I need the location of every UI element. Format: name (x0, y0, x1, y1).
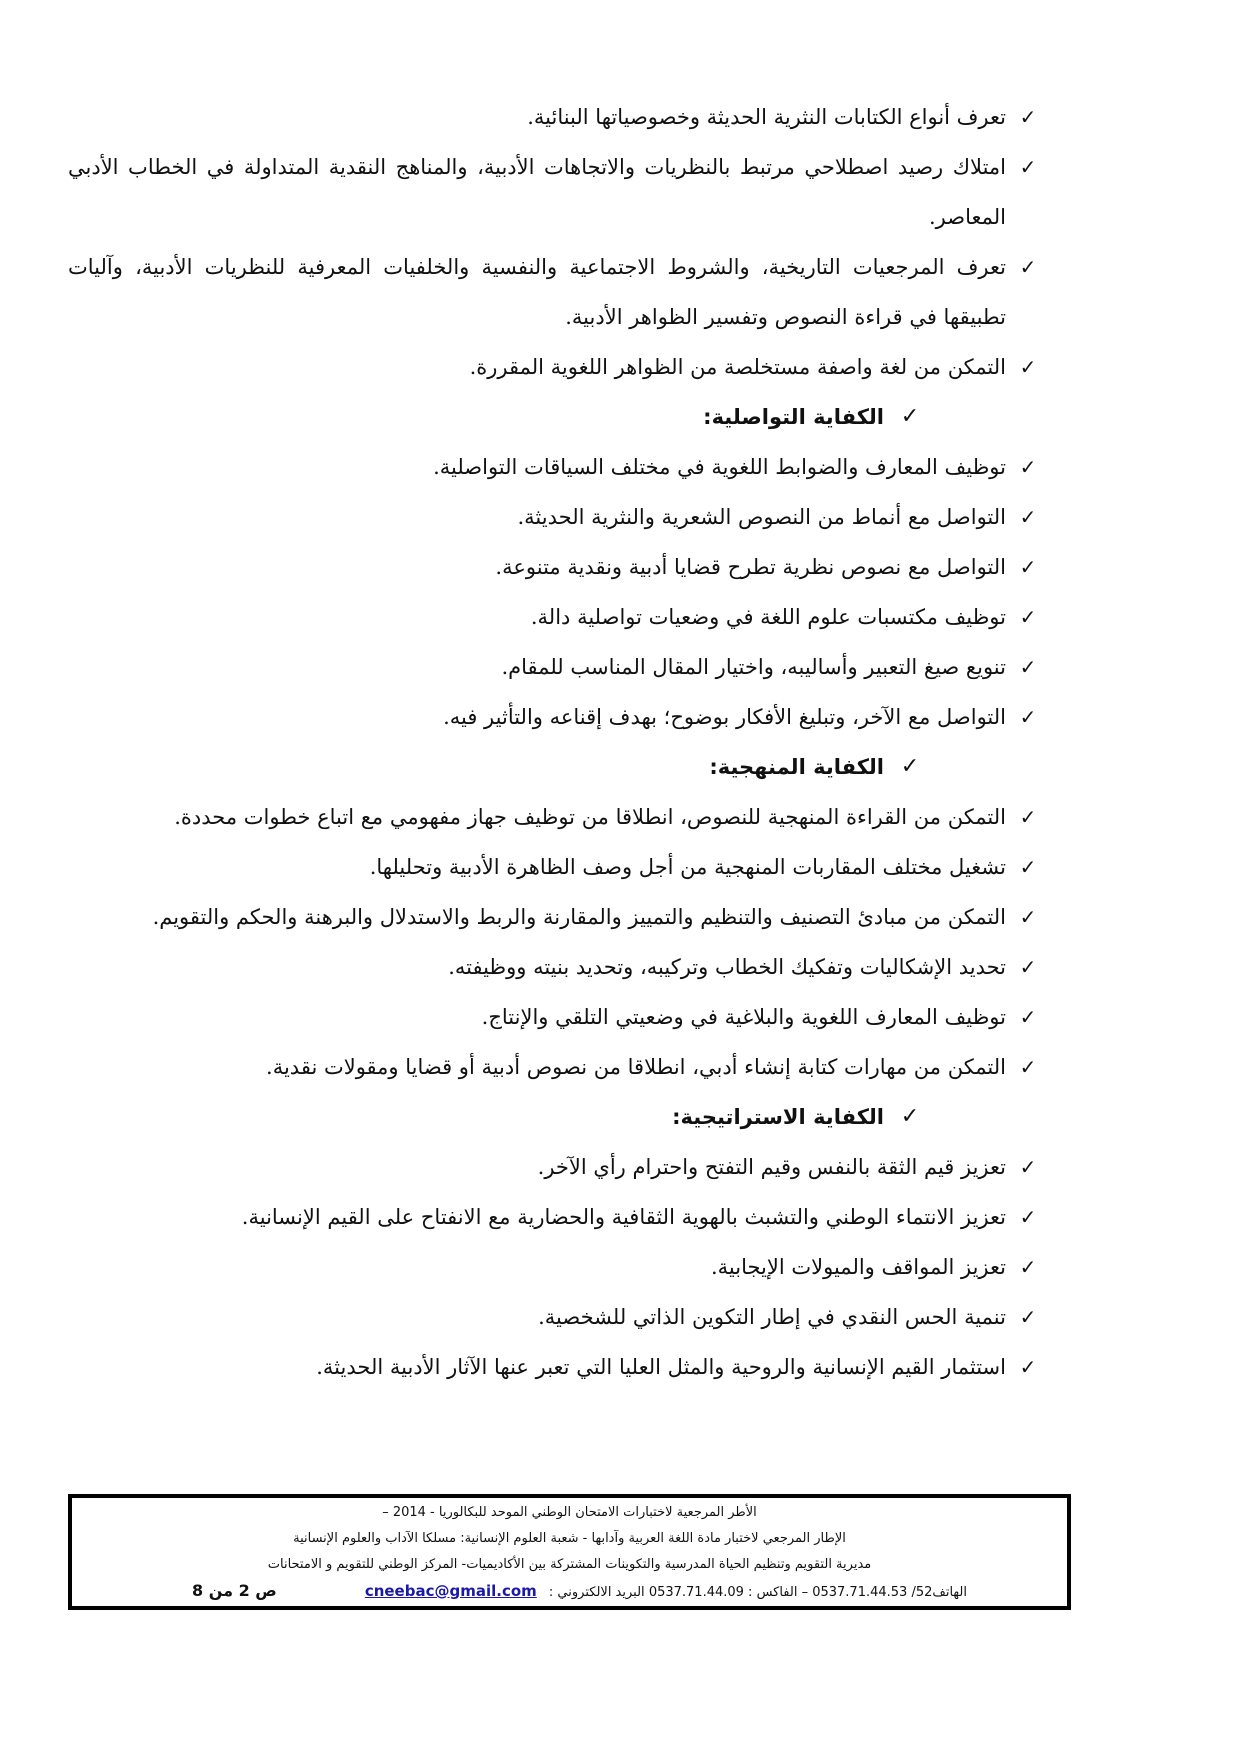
checkmark-icon: ✓ (900, 754, 920, 779)
list-item (68, 642, 1050, 692)
list-item-text: التمكن من القراءة المنهجية للنصوص، انطلاقا من توظيف جهاز مفهومي مع اتباع خطوات محددة. (174, 805, 1006, 829)
checkmark-icon: ✓ (900, 404, 920, 429)
footer-contact (72, 1578, 1067, 1606)
list-item (68, 992, 1050, 1042)
checkmark-icon: ✓ (1019, 805, 1037, 829)
section-heading (68, 1092, 1050, 1142)
list-item-text: التمكن من مبادئ التصنيف والتنظيم والتمييز والمقارنة والربط والاستدلال والبرهنة والحكم والتقويم. (152, 905, 1006, 929)
checkmark-icon: ✓ (1019, 155, 1037, 179)
section-heading-text: الكفاية الاستراتيجية: (672, 1105, 884, 1129)
list-item-text: التواصل مع نصوص نظرية تطرح قضايا أدبية ونقدية متنوعة. (495, 555, 1006, 579)
list-item (68, 242, 1050, 342)
checkmark-icon: ✓ (1019, 1155, 1037, 1179)
list-item (68, 792, 1050, 842)
list-item-text: تنويع صيغ التعبير وأساليبه، واختيار المقال المناسب للمقام. (501, 655, 1006, 679)
footer-title: الأطر المرجعية لاختبارات الامتحان الوطني الموحد للبكالوريا - 2014 – (382, 1505, 757, 1520)
list-item (68, 1292, 1050, 1342)
footer-subject: الإطار المرجعي لاختبار مادة اللغة العربية وآدابها - شعبة العلوم الإنسانية: مسلكا الآداب والعلوم الإنسانية (293, 1531, 846, 1546)
checkmark-icon: ✓ (1019, 705, 1037, 729)
list-item (68, 1142, 1050, 1192)
list-item-text: استثمار القيم الإنسانية والروحية والمثل العليا التي تعبر عنها الآثار الأدبية الحديثة. (316, 1355, 1006, 1379)
list-item-text: تعزيز قيم الثقة بالنفس وقيم التفتح واحترام رأي الآخر. (537, 1155, 1006, 1179)
checkmark-icon: ✓ (1019, 255, 1037, 279)
list-item (68, 442, 1050, 492)
list-item (68, 1192, 1050, 1242)
list-item-text: تعرف أنواع الكتابات النثرية الحديثة وخصوصياتها البنائية. (527, 105, 1006, 129)
list-item-text: توظيف المعارف والضوابط اللغوية في مختلف السياقات التواصلية. (433, 455, 1006, 479)
list-item-text: تعزيز الانتماء الوطني والتشبث بالهوية الثقافية والحضارية مع الانفتاح على القيم الإنسانية. (241, 1205, 1006, 1229)
list-item (68, 1342, 1050, 1392)
section-heading-text: الكفاية التواصلية: (703, 405, 884, 429)
checkmark-icon: ✓ (1019, 1005, 1037, 1029)
competencies-list (68, 92, 1050, 1392)
checkmark-icon: ✓ (1019, 455, 1037, 479)
list-item-text: تشغيل مختلف المقاربات المنهجية من أجل وصف الظاهرة الأدبية وتحليلها. (369, 855, 1006, 879)
checkmark-icon: ✓ (1019, 505, 1037, 529)
page-number: ص 2 من 8 (192, 1581, 277, 1600)
checkmark-icon: ✓ (1019, 1305, 1037, 1329)
list-item-text: التمكن من مهارات كتابة إنشاء أدبي، انطلاقا من نصوص أدبية أو قضايا ومقولات نقدية. (266, 1055, 1006, 1079)
list-item-text: التواصل مع أنماط من النصوص الشعرية والنثرية الحديثة. (517, 505, 1006, 529)
footer-directorate: مديرية التقويم وتنظيم الحياة المدرسية والتكوينات المشتركة بين الأكاديميات- المركز الوطني للتقويم و الامتحانات (267, 1557, 872, 1572)
list-item-text: التمكن من لغة واصفة مستخلصة من الظواهر اللغوية المقررة. (469, 355, 1006, 379)
list-item-text: امتلاك رصيد اصطلاحي مرتبط بالنظريات والاتجاهات الأدبية، والمناهج النقدية المتداولة في الخطاب الأدبي المعاصر. (68, 155, 1006, 229)
checkmark-icon: ✓ (1019, 1205, 1037, 1229)
list-item-text: تعزيز المواقف والميولات الإيجابية. (710, 1255, 1006, 1279)
checkmark-icon: ✓ (1019, 605, 1037, 629)
list-item (68, 542, 1050, 592)
list-item-text: تحديد الإشكاليات وتفكيك الخطاب وتركيبه، وتحديد بنيته ووظيفته. (448, 955, 1006, 979)
section-heading (68, 392, 1050, 442)
list-item-text: تعرف المرجعيات التاريخية، والشروط الاجتماعية والنفسية والخلفيات المعرفية للنظريات الأدبية، وآليات تطبيقها في قراءة النصوص وتفسير الظواهر الأدبية. (68, 255, 1006, 329)
list-item (68, 492, 1050, 542)
checkmark-icon: ✓ (900, 1104, 920, 1129)
checkmark-icon: ✓ (1019, 855, 1037, 879)
checkmark-icon: ✓ (1019, 555, 1037, 579)
list-item (68, 842, 1050, 892)
checkmark-icon: ✓ (1019, 1055, 1037, 1079)
checkmark-icon: ✓ (1019, 1255, 1037, 1279)
section-heading-text: الكفاية المنهجية: (709, 755, 884, 779)
footer-email-link[interactable]: cneebac@gmail.com (364, 1582, 537, 1600)
list-item-text: التواصل مع الآخر، وتبليغ الأفكار بوضوح؛ بهدف إقناعه والتأثير فيه. (443, 705, 1006, 729)
list-item (68, 1042, 1050, 1092)
section-heading (68, 742, 1050, 792)
list-item (68, 942, 1050, 992)
list-item-text: تنمية الحس النقدي في إطار التكوين الذاتي للشخصية. (538, 1305, 1006, 1329)
list-item-text: توظيف المعارف اللغوية والبلاغية في وضعيتي التلقي والإنتاج. (481, 1005, 1006, 1029)
list-item-text: توظيف مكتسبات علوم اللغة في وضعيات تواصلية دالة. (530, 605, 1006, 629)
checkmark-icon: ✓ (1019, 955, 1037, 979)
checkmark-icon: ✓ (1019, 355, 1037, 379)
list-item (68, 142, 1050, 242)
list-item (68, 892, 1050, 942)
list-item (68, 592, 1050, 642)
checkmark-icon: ✓ (1019, 655, 1037, 679)
checkmark-icon: ✓ (1019, 905, 1037, 929)
list-item (68, 342, 1050, 392)
list-item (68, 1242, 1050, 1292)
checkmark-icon: ✓ (1019, 105, 1037, 129)
list-item (68, 92, 1050, 142)
footer-contact-text: الهاتف52/ 0537.71.44.53 – الفاكس : 0537.71.44.09 البريد الالكتروني : (548, 1585, 967, 1600)
checkmark-icon: ✓ (1019, 1355, 1037, 1379)
page-footer (68, 1494, 1071, 1610)
list-item (68, 692, 1050, 742)
